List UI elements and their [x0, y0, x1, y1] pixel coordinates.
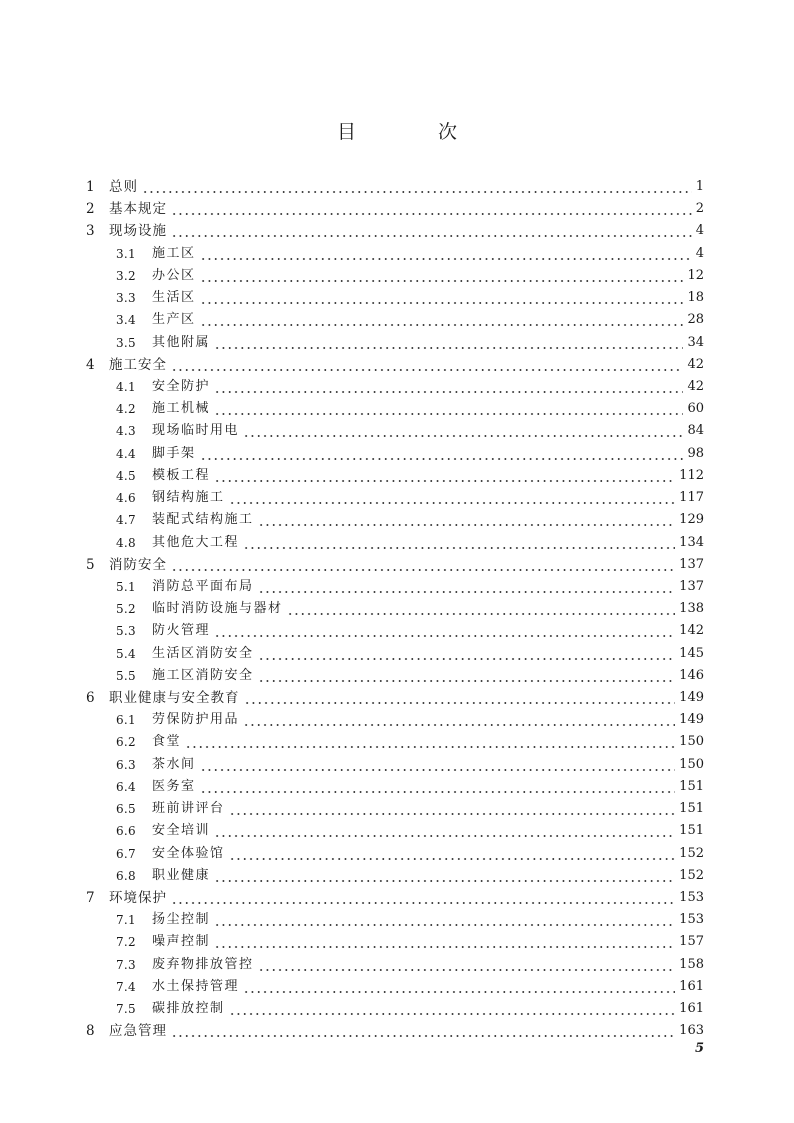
entry-number: 3.5 [116, 335, 136, 350]
entry-page-number: 163 [679, 1023, 704, 1039]
entry-number: 3 [86, 223, 95, 240]
entry-number: 7.2 [116, 935, 136, 950]
entry-page-number: 60 [687, 401, 704, 417]
entry-page-number: 34 [687, 334, 704, 350]
dot-leader [243, 420, 683, 442]
toc-section-entry[interactable] [86, 443, 704, 465]
toc-section-entry[interactable] [86, 487, 704, 509]
entry-title: 基本规定 [109, 201, 167, 218]
dot-leader [200, 265, 684, 287]
entry-title: 生产区 [152, 312, 196, 328]
dot-leader [243, 532, 675, 554]
page-number: 5 [694, 1041, 704, 1056]
toc-chapter-entry[interactable] [86, 198, 704, 220]
entry-page-number: 2 [695, 201, 704, 217]
dot-leader [171, 1020, 675, 1042]
entry-title: 模板工程 [152, 467, 211, 483]
toc-section-entry[interactable] [86, 243, 704, 265]
entry-number: 7.4 [116, 979, 136, 994]
entry-number: 4.5 [116, 468, 136, 483]
entry-page-number: 157 [679, 934, 704, 950]
entry-number: 5.5 [116, 668, 136, 683]
entry-page-number: 42 [687, 356, 704, 372]
entry-number: 4.8 [116, 535, 136, 550]
entry-page-number: 142 [679, 623, 704, 639]
entry-title: 职业健康 [152, 867, 211, 883]
entry-page-number: 4 [695, 223, 704, 239]
dot-leader [214, 620, 675, 642]
toc-section-entry[interactable] [86, 909, 704, 931]
entry-number: 4.1 [116, 379, 136, 394]
toc-section-entry[interactable] [86, 931, 704, 953]
entry-title: 装配式结构施工 [152, 512, 254, 528]
toc-section-entry[interactable] [86, 309, 704, 331]
toc-section-entry[interactable] [86, 465, 704, 487]
toc-title: 目 次 [336, 121, 496, 143]
entry-number: 6.5 [116, 802, 136, 817]
entry-title: 劳保防护用品 [152, 712, 240, 728]
entry-title: 施工区消防安全 [152, 667, 254, 683]
entry-title: 现场临时用电 [152, 423, 240, 439]
toc-chapter-entry[interactable] [86, 176, 704, 198]
entry-page-number: 98 [687, 445, 704, 461]
entry-page-number: 117 [679, 490, 704, 506]
toc-section-entry[interactable] [86, 598, 704, 620]
entry-number: 6.8 [116, 868, 136, 883]
dot-leader [214, 931, 675, 953]
entry-number: 4.7 [116, 513, 136, 528]
toc-section-entry[interactable] [86, 265, 704, 287]
entry-number: 7 [86, 890, 95, 906]
entry-title: 茶水间 [152, 756, 196, 772]
toc-section-entry[interactable] [86, 332, 704, 354]
entry-title: 碳排放控制 [152, 1001, 225, 1017]
entry-page-number: 112 [679, 467, 704, 483]
toc-chapter-entry[interactable] [86, 887, 704, 909]
dot-leader [171, 354, 683, 376]
dot-leader [243, 976, 675, 998]
dot-leader [200, 443, 684, 465]
entry-number: 6.7 [116, 846, 136, 861]
entry-page-number: 129 [679, 512, 704, 528]
entry-number: 6.4 [116, 779, 136, 794]
entry-number: 5.1 [116, 579, 136, 594]
entry-title: 环境保护 [109, 890, 167, 906]
entry-title: 安全防护 [152, 378, 211, 394]
dot-leader [171, 220, 692, 242]
entry-title: 其他危大工程 [152, 534, 240, 550]
entry-title: 医务室 [152, 778, 196, 794]
entry-number: 6.1 [116, 713, 136, 728]
dot-leader [200, 243, 692, 265]
entry-number: 8 [86, 1023, 95, 1040]
entry-number: 5.2 [116, 602, 136, 617]
toc-section-entry[interactable] [86, 976, 704, 998]
entry-title: 施工机械 [152, 401, 211, 417]
toc-section-entry[interactable] [86, 709, 704, 731]
entry-page-number: 4 [695, 245, 704, 261]
entry-page-number: 12 [687, 267, 704, 283]
entry-page-number: 151 [679, 778, 704, 794]
dot-leader [229, 487, 676, 509]
toc-chapter-entry[interactable] [86, 687, 704, 709]
dot-leader [185, 731, 675, 753]
entry-title: 班前讲评台 [152, 801, 225, 817]
entry-number: 3.4 [116, 313, 136, 328]
entry-title: 办公区 [152, 267, 196, 283]
toc-section-entry[interactable] [86, 398, 704, 420]
entry-title: 消防总平面布局 [152, 578, 254, 594]
toc-section-entry[interactable] [86, 665, 704, 687]
entry-number: 4.3 [116, 424, 136, 439]
entry-title: 消防安全 [109, 556, 167, 573]
entry-number: 7.3 [116, 957, 136, 972]
entry-title: 扬尘控制 [152, 912, 211, 928]
toc-list [86, 176, 704, 1043]
entry-page-number: 28 [687, 312, 704, 328]
entry-page-number: 145 [679, 645, 704, 661]
dot-leader [258, 954, 676, 976]
dot-leader [200, 776, 676, 798]
dot-leader [229, 798, 676, 820]
entry-page-number: 151 [679, 801, 704, 817]
dot-leader [171, 554, 675, 576]
entry-page-number: 153 [679, 890, 704, 905]
toc-section-entry[interactable] [86, 376, 704, 398]
dot-leader [200, 754, 676, 776]
dot-leader [214, 376, 683, 398]
entry-title: 噪声控制 [152, 934, 211, 950]
dot-leader [258, 509, 676, 531]
dot-leader [171, 887, 675, 909]
entry-title: 脚手架 [152, 445, 196, 461]
entry-number: 5.4 [116, 646, 136, 661]
entry-page-number: 149 [679, 690, 704, 706]
entry-page-number: 137 [679, 578, 704, 594]
entry-title: 现场设施 [109, 223, 167, 240]
toc-section-entry[interactable] [86, 643, 704, 665]
entry-number: 5 [86, 556, 95, 573]
entry-number: 4 [86, 356, 95, 373]
toc-chapter-entry[interactable] [86, 220, 704, 242]
dot-leader [229, 843, 676, 865]
dot-leader [229, 998, 676, 1020]
entry-number: 4.2 [116, 402, 136, 417]
toc-section-entry[interactable] [86, 532, 704, 554]
entry-page-number: 18 [687, 290, 704, 306]
entry-page-number: 1 [695, 179, 704, 194]
dot-leader [171, 198, 692, 220]
entry-title: 总则 [109, 179, 138, 195]
toc-section-entry[interactable] [86, 754, 704, 776]
dot-leader [142, 176, 692, 198]
entry-page-number: 153 [679, 912, 704, 928]
entry-page-number: 150 [679, 734, 704, 750]
entry-page-number: 161 [679, 978, 704, 994]
dot-leader [214, 465, 675, 487]
dot-leader [287, 598, 676, 620]
entry-number: 3.2 [116, 268, 136, 283]
dot-leader [214, 820, 675, 842]
dot-leader [200, 309, 684, 331]
dot-leader [214, 332, 683, 354]
entry-number: 4.6 [116, 491, 136, 506]
entry-page-number: 42 [687, 378, 704, 394]
toc-section-entry[interactable] [86, 420, 704, 442]
entry-title: 职业健康与安全教育 [109, 690, 240, 707]
dot-leader [258, 665, 676, 687]
entry-title: 食堂 [152, 734, 182, 750]
toc-section-entry[interactable] [86, 843, 704, 865]
entry-title: 其他附属 [152, 334, 211, 350]
toc-section-entry[interactable] [86, 576, 704, 598]
entry-title: 应急管理 [109, 1023, 167, 1040]
dot-leader [243, 709, 675, 731]
toc-section-entry[interactable] [86, 998, 704, 1020]
entry-title: 水土保持管理 [152, 978, 240, 994]
entry-number: 3.1 [116, 246, 136, 261]
entry-page-number: 152 [679, 845, 704, 861]
dot-leader [214, 909, 675, 931]
toc-section-entry[interactable] [86, 798, 704, 820]
entry-number: 4.4 [116, 446, 136, 461]
entry-page-number: 84 [687, 423, 704, 439]
dot-leader [244, 687, 676, 709]
toc-section-entry[interactable] [86, 776, 704, 798]
dot-leader [258, 576, 676, 598]
entry-title: 安全体验馆 [152, 845, 225, 861]
toc-section-entry[interactable] [86, 820, 704, 842]
entry-number: 6.6 [116, 824, 136, 839]
entry-page-number: 146 [679, 667, 704, 683]
dot-leader [258, 643, 676, 665]
dot-leader [214, 398, 683, 420]
entry-number: 7.5 [116, 1002, 136, 1017]
entry-number: 6 [86, 690, 95, 707]
entry-page-number: 137 [679, 556, 704, 572]
entry-page-number: 161 [679, 1001, 704, 1017]
toc-chapter-entry[interactable] [86, 1020, 704, 1042]
entry-title: 生活区消防安全 [152, 645, 254, 661]
entry-page-number: 150 [679, 756, 704, 772]
toc-section-entry[interactable] [86, 865, 704, 887]
entry-number: 5.3 [116, 624, 136, 639]
toc-section-entry[interactable] [86, 954, 704, 976]
toc-chapter-entry[interactable] [86, 554, 704, 576]
entry-title: 防火管理 [152, 623, 211, 639]
entry-title: 生活区 [152, 290, 196, 306]
dot-leader [200, 287, 684, 309]
entry-page-number: 151 [679, 823, 704, 839]
entry-page-number: 149 [679, 712, 704, 728]
entry-page-number: 134 [679, 534, 704, 550]
entry-title: 废弃物排放管控 [152, 956, 254, 972]
entry-page-number: 138 [679, 601, 704, 617]
toc-section-entry[interactable] [86, 287, 704, 309]
entry-number: 6.3 [116, 757, 136, 772]
entry-title: 施工安全 [109, 356, 167, 373]
entry-title: 临时消防设施与器材 [152, 601, 283, 617]
toc-section-entry[interactable] [86, 509, 704, 531]
entry-number: 3.3 [116, 291, 136, 306]
entry-title: 钢结构施工 [152, 490, 225, 506]
entry-page-number: 158 [679, 956, 704, 972]
entry-title: 安全培训 [152, 823, 211, 839]
entry-number: 1 [86, 179, 95, 195]
entry-page-number: 152 [679, 867, 704, 883]
toc-section-entry[interactable] [86, 620, 704, 642]
dot-leader [214, 865, 675, 887]
entry-number: 2 [86, 201, 95, 218]
entry-number: 7.1 [116, 913, 136, 928]
toc-section-entry[interactable] [86, 731, 704, 753]
entry-title: 施工区 [152, 245, 196, 261]
entry-number: 6.2 [116, 735, 136, 750]
toc-chapter-entry[interactable] [86, 354, 704, 376]
